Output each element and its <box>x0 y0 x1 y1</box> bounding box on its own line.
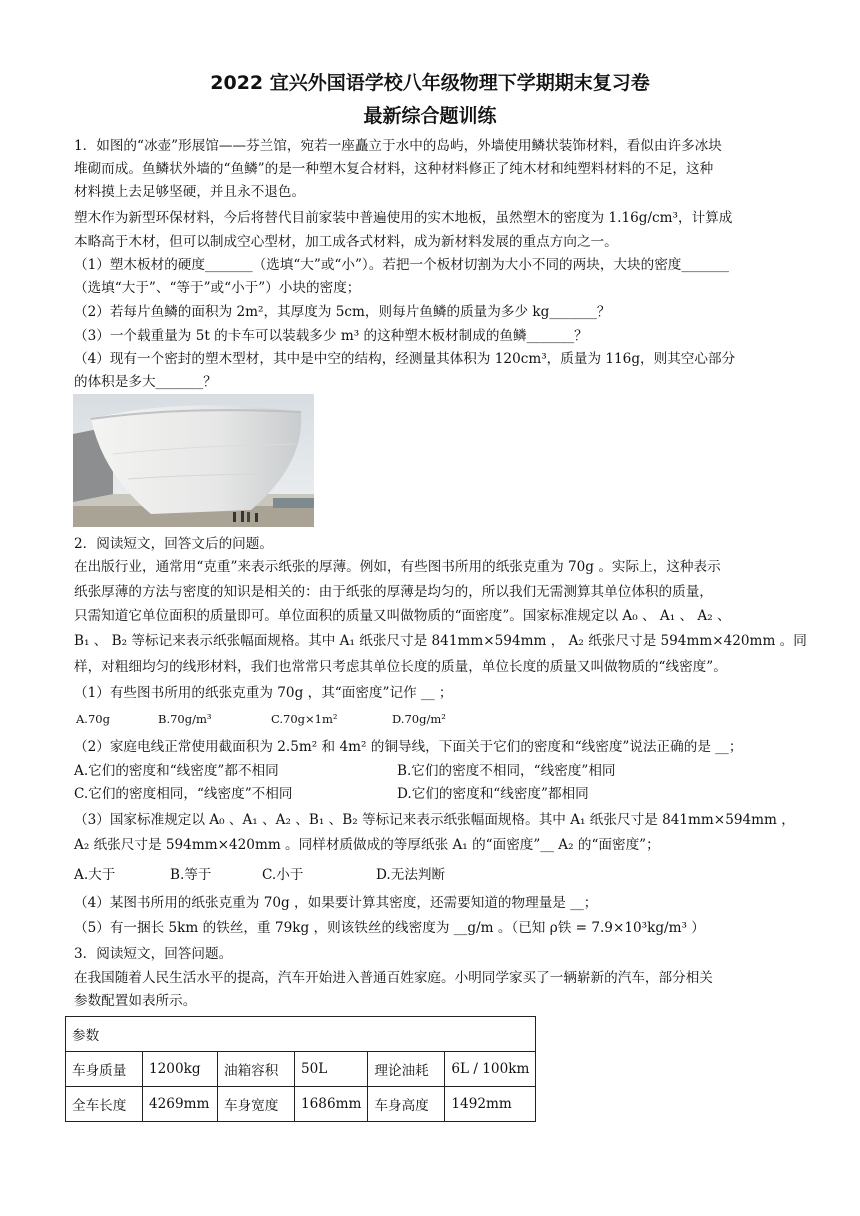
table-cell: 车身高度 <box>368 1087 445 1122</box>
q2-sub2-option-c[interactable]: C.它们的密度相同，“线密度”不相同 <box>74 786 293 802</box>
q2-line: 在出版行业，通常用“克重”来表示纸张的厚薄。例如，有些图书所用的纸张克重为 70g 。实际上，这种表示 <box>74 559 721 575</box>
q2-sub2: （2）家庭电线正常使用截面积为 2.5m² 和 4m² 的铜导线，下面关于它们的密度和“线密度”说法正确的是 __； <box>74 739 743 755</box>
q2-sub1: （1）有些图书所用的纸张克重为 70g ，其“面密度”记作 __ ； <box>74 685 453 701</box>
table-cell: 全车长度 <box>66 1087 143 1122</box>
q2-sub3-option-b[interactable]: B.等于 <box>170 867 212 883</box>
q2-line: 2．阅读短文，回答文后的问题。 <box>74 536 273 552</box>
q1-line: 本略高于木材，但可以制成空心型材，加工成各式材料，成为新材料发展的重点方向之一。 <box>74 234 618 250</box>
parameter-table <box>65 1016 536 1122</box>
q2-sub3-option-a[interactable]: A.大于 <box>74 867 116 883</box>
table-cell: 6L / 100km <box>445 1052 536 1087</box>
q2-sub2-option-b[interactable]: B.它们的密度不相同，“线密度”相同 <box>397 763 616 779</box>
q2-sub1-option-d[interactable]: D.70g/m² <box>392 712 446 726</box>
q2-line: 只需知道它单位面积的质量即可。单位面积的质量又叫做物质的“面密度”。国家标准规定以 A₀ 、 A₁ 、 A₂ 、 <box>74 608 731 624</box>
q2-sub2-option-d[interactable]: D.它们的密度和“线密度”都相同 <box>397 786 589 802</box>
q2-sub3: （3）国家标准规定以 A₀ 、A₁ 、A₂ 、B₁ 、B₂ 等标记来表示纸张幅面规格。其中 A₁ 纸张尺寸是 841mm×594mm ， <box>74 812 795 828</box>
q1-line: 塑木作为新型环保材料，今后将替代目前家装中普遍使用的实木地板，虽然塑木的密度为 1.16g/cm³，计算成 <box>74 210 733 226</box>
q2-sub3-option-c[interactable]: C.小于 <box>262 867 304 883</box>
q2-sub2-option-a[interactable]: A.它们的密度和“线密度”都不相同 <box>74 763 279 779</box>
q2-sub1-option-b[interactable]: B.70g/m³ <box>158 712 212 726</box>
q3-line: 在我国随着人民生活水平的提高，汽车开始进入普通百姓家庭。小明同学家买了一辆崭新的汽车，部分相关 <box>74 970 713 986</box>
pavilion-photo <box>73 394 314 527</box>
q1-sub2: （2）若每片鱼鳞的面积为 2m²，其厚度为 5cm，则每片鱼鳞的质量为多少 kg_______？ <box>74 304 611 320</box>
table-cell: 油箱容积 <box>218 1052 295 1087</box>
q1-line: 堆砌而成。鱼鳞状外墙的“鱼鳞”的是一种塑木复合材料，这种材料修正了纯木材和纯塑料材料的不足，这种 <box>74 161 714 177</box>
q1-line: 1．如图的“冰壶”形展馆——芬兰馆，宛若一座矗立于水中的岛屿，外墙使用鳞状装饰材料，看似由许多冰块 <box>74 138 722 154</box>
q1-sub1: （1）塑木板材的硬度_______（选填“大”或“小”）。若把一个板材切割为大小不同的两块，大块的密度_______ <box>74 257 729 273</box>
q2-line: 纸张厚薄的方法与密度的知识是相关的：由于纸张的厚薄是均匀的，所以我们无需测算其单位体积的质量， <box>74 584 713 600</box>
table-header-row <box>66 1017 536 1052</box>
q3-line: 参数配置如表所示。 <box>74 993 197 1009</box>
table-cell: 理论油耗 <box>368 1052 445 1087</box>
table-cell: 1200kg <box>143 1052 218 1087</box>
q1-sub4-cont: 的体积是多大_______？ <box>74 374 217 390</box>
q2-sub5: （5）有一捆长 5km 的铁丝，重 79kg ，则该铁丝的线密度为 __g/m 。（已知 ρ铁 = 7.9×10³kg/m³ ） <box>74 920 705 936</box>
q1-sub3: （3）一个载重量为 5t 的卡车可以装载多少 m³ 的这种塑木板材制成的鱼鳞_______？ <box>74 328 588 344</box>
table-row <box>66 1087 536 1122</box>
q1-sub1-cont: （选填“大于”、“等于”或“小于”）小块的密度； <box>74 280 361 296</box>
q2-sub1-option-c[interactable]: C.70g×1m² <box>271 712 338 726</box>
table-header-cell: 参数 <box>66 1017 536 1052</box>
table-cell: 1686mm <box>295 1087 368 1122</box>
q3-line: 3．阅读短文，回答问题。 <box>74 946 233 962</box>
q2-line: B₁ 、 B₂ 等标记来表示纸张幅面规格。其中 A₁ 纸张尺寸是 841mm×594mm ， A₂ 纸张尺寸是 594mm×420mm 。同 <box>74 633 807 649</box>
q2-sub4: （4）某图书所用的纸张克重为 70g ，如果要计算其密度，还需要知道的物理量是 __； <box>74 895 598 911</box>
q1-sub4: （4）现有一个密封的塑木型材，其中是中空的结构，经测量其体积为 120cm³，质量为 116g，则其空心部分 <box>74 351 736 367</box>
q2-sub3-cont: A₂ 纸张尺寸是 594mm×420mm 。同样材质做成的等厚纸张 A₁ 的“面密度”__ A₂ 的“面密度”； <box>74 837 660 853</box>
table-cell: 车身质量 <box>66 1052 143 1087</box>
table-row <box>66 1052 536 1087</box>
q1-line: 材料摸上去足够坚硬，并且永不退色。 <box>74 184 306 200</box>
q2-line: 样，对粗细均匀的线形材料，我们也常常只考虑其单位长度的质量，单位长度的质量又叫做物质的“线密度”。 <box>74 659 727 675</box>
table-cell: 1492mm <box>445 1087 536 1122</box>
table-cell: 50L <box>295 1052 368 1087</box>
q2-sub3-option-d[interactable]: D.无法判断 <box>376 867 446 883</box>
document-subtitle: 最新综合题训练 <box>363 105 497 127</box>
table-cell: 4269mm <box>143 1087 218 1122</box>
document-title: 2022 宜兴外国语学校八年级物理下学期期末复习卷 <box>210 72 650 94</box>
table-cell: 车身宽度 <box>218 1087 295 1122</box>
q2-sub1-option-a[interactable]: A.70g <box>76 712 110 726</box>
